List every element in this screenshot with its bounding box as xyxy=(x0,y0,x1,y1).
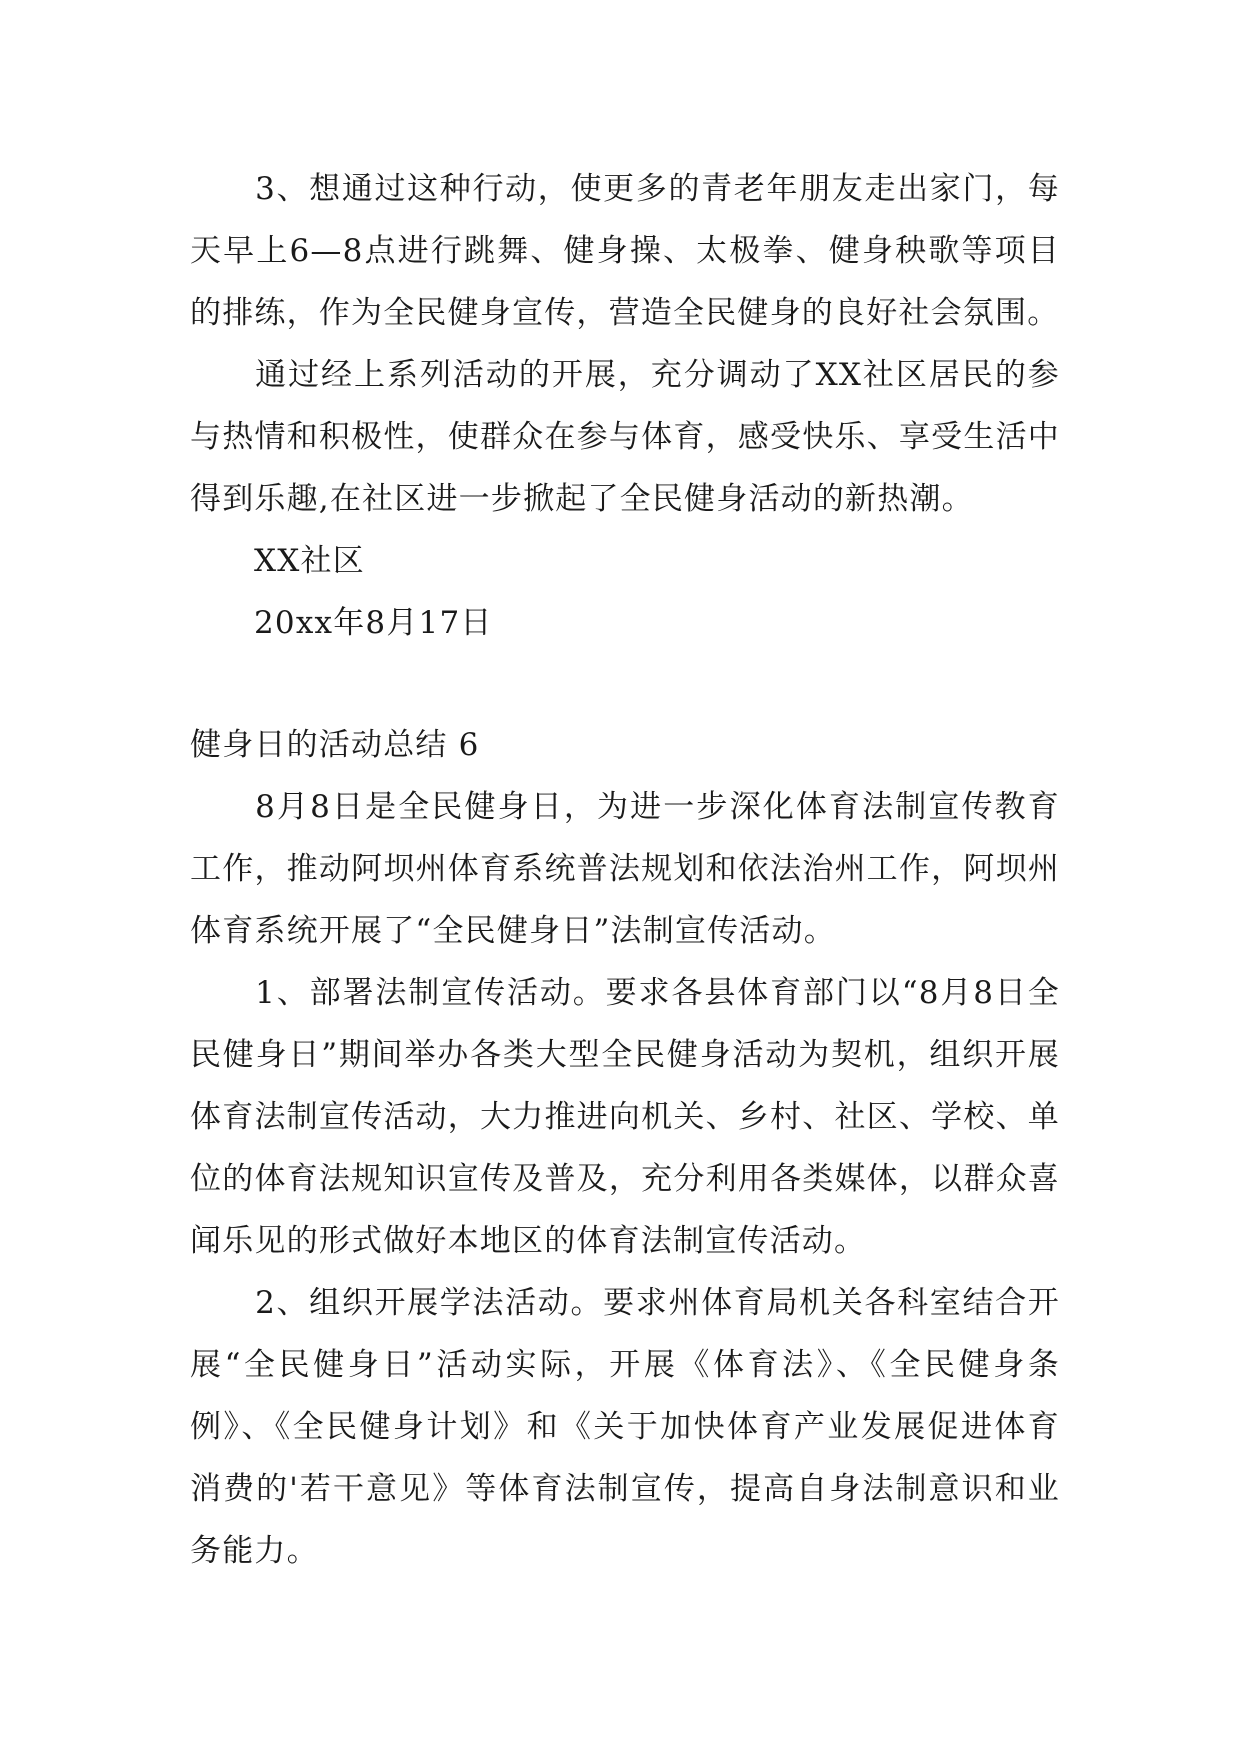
section-title: 健身日的活动总结 6 xyxy=(190,727,480,763)
paragraph-intro: 8月8日是全民健身日，为进一步深化体育法制宣传教育工作，推动阿坝州体育系统普法规划和依法治州工作，阿坝州体育系统开展了“全民健身日”法制宣传活动。 xyxy=(190,789,1060,949)
paragraph-item-1: 1、部署法制宣传活动。要求各县体育部门以“8月8日全民健身日”期间举办各类大型全民健身活动为契机，组织开展体育法制宣传活动，大力推进向机关、乡村、社区、学校、单位的体育法规知识宣传及普及，充分利用各类媒体，以群众喜闻乐见的形式做好本地区的体育法制宣传活动。 xyxy=(190,975,1060,1259)
document-body xyxy=(190,158,1060,1582)
paragraph-summary: 通过经上系列活动的开展，充分调动了XX社区居民的参与热情和积极性，使群众在参与体育，感受快乐、享受生活中得到乐趣,在社区进一步掀起了全民健身活动的新热潮。 xyxy=(190,357,1060,517)
signature-date: 20xx年8月17日 xyxy=(254,605,493,641)
paragraph-item-3: 3、想通过这种行动，使更多的青老年朋友走出家门，每天早上6—8点进行跳舞、健身操、太极拳、健身秧歌等项目的排练，作为全民健身宣传，营造全民健身的良好社会氛围。 xyxy=(190,171,1060,331)
paragraph-item-2: 2、组织开展学法活动。要求州体育局机关各科室结合开展“全民健身日”活动实际，开展《体育法》、《全民健身条例》、《全民健身计划》和《关于加快体育产业发展促进体育消费的'若干意见》等体育法制宣传，提高自身法制意识和业务能力。 xyxy=(190,1285,1060,1569)
signature-organization: XX社区 xyxy=(254,543,365,579)
